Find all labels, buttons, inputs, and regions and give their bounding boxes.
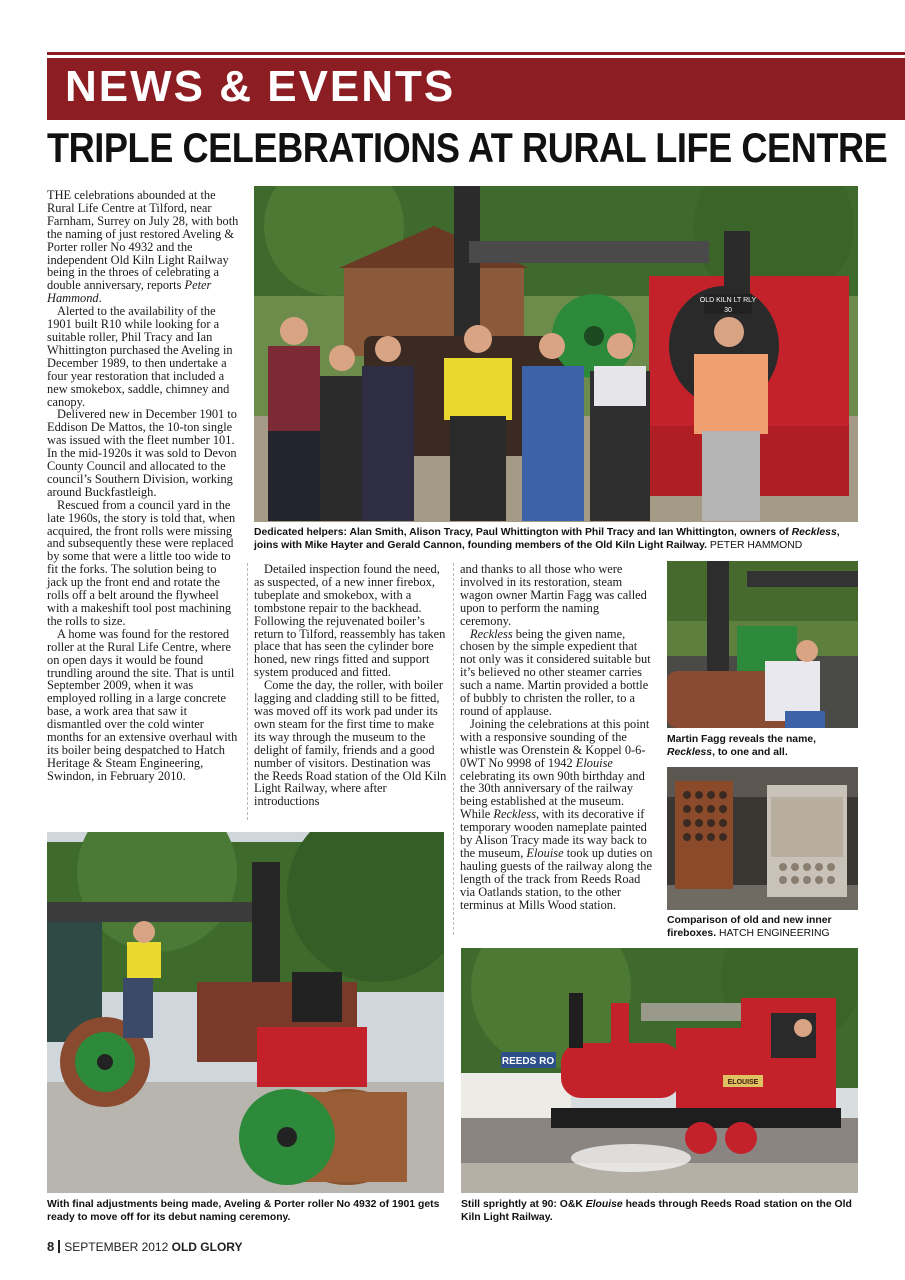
naming-photo — [667, 561, 858, 728]
nameplate-text: OLD KILN LT RLY — [699, 297, 757, 304]
section-title: NEWS & EVENTS — [65, 62, 456, 111]
roller-photo-illustration — [47, 832, 444, 1193]
group-photo-caption: Dedicated helpers: Alan Smith, Alison Tracy, Paul Whittington with Phil Tracy and Ian Whittington, owners of Reckless, joins with Mike Hayter and Gerald Cannon, founding members of the Old Kiln Light Railway. PETER HAMMOND — [254, 527, 840, 551]
roller-photo — [47, 832, 444, 1193]
paragraph-3: Delivered new in December 1901 to Eddison De Mattos, the 10-ton single was issued with the fleet number 101. In the mid-1920s it was sold to Devon County Council and allocated to the council’s Southern Division, working around Buckfastleigh. — [47, 407, 237, 499]
article-column-2 — [254, 563, 447, 808]
paragraph-2: Alerted to the availability of the 1901 built R10 while looking for a suitable roller, Phil Tracy and Ian Whittington purchased the Aveling in December 1989, to then undertake a four year restoration that included a new smokebox, saddle, chimney and canopy. — [47, 304, 233, 409]
banner-top-rule — [47, 52, 905, 55]
paragraph-6: Detailed inspection found the need, as suspected, of a new inner firebox, tubeplate and smokebox, with a tombstone repair to the backhead. Following the rejuvenated boiler’s return to Tilford, reassembly has taken place that has seen the cylinder bore honed, new rings fitted and support system produced and fitted. — [254, 562, 446, 680]
paragraph-7: Come the day, the roller, with boiler lagging and cladding still to be fitted, was moved off its work pad under its own steam for the first time to make its way through the museum to the delight of family, friends and a good number of visitors. Destination was the Reeds Road station of the Old Kiln Light Railway, where after introductions — [254, 678, 447, 809]
magazine-name: OLD GLORY — [171, 1240, 243, 1254]
roller-photo-caption: With final adjustments being made, Aveling & Porter roller No 4932 of 1901 gets ready to move off for its debut naming ceremony. — [47, 1199, 440, 1223]
column-divider — [453, 563, 454, 935]
firebox-photo-illustration — [667, 767, 858, 910]
firebox-photo-caption: Comparison of old and new inner fireboxes. HATCH ENGINEERING — [667, 915, 832, 939]
locomotive-photo-illustration — [461, 948, 858, 1193]
paragraph-5: A home was found for the restored roller at the Rural Life Centre, where on open days it would be found trundling around the site. That is until September 2009, when it was employed rolling in a large concrete base, a work area that saw it dismantled over the cold winter months for an extensive overhaul with its boiler being despatched to Hatch Heritage & Steam Engineering, Swindon, in February 2010. — [47, 626, 238, 783]
author-name: Peter Hammond — [47, 278, 212, 306]
page-footer — [47, 1239, 243, 1254]
paragraph-4: Rescued from a council yard in the late 1960s, the story is told that, when acquired, the front rolls were missing and subsequently these were replaced by some that were a little too wide to fit the forks. The solution being to jack up the front end and rotate the rolls off a belt around the flywheel with a makeshift tool post machining the rolls to size. — [47, 497, 236, 628]
firebox-photo — [667, 767, 858, 910]
page-number: 8 — [47, 1239, 55, 1254]
paragraph-10: Joining the celebrations at this point with a responsive sounding of the whistle was Orenstein & Koppel 0-6-0WT No 9998 of 1942 Elouise celebrating its own 90th birthday and the 30th anniversary of the railway being established at the museum. While Reckless, with its decorative if temporary wooden nameplate painted by Alison Tracy made its way back to the museum, Elouise took up duties on hauling guests of the railway along the length of the track from Reeds Road via Oatlands station, to the other terminus at Mills Wood station. — [460, 716, 653, 912]
loco-plate-text: ELOUISE — [727, 1079, 759, 1086]
photo-credit: PETER HAMMOND — [709, 540, 803, 551]
issue-date: SEPTEMBER 2012 — [64, 1240, 169, 1254]
paragraph-8: and thanks to all those who were involved in its restoration, steam wagon owner Martin Fagg was called upon to perform the naming ceremony. — [460, 562, 647, 628]
section-banner — [47, 58, 905, 120]
article-column-3 — [460, 563, 653, 911]
locomotive-photo — [461, 948, 858, 1193]
naming-photo-caption: Martin Fagg reveals the name, Reckless, to one and all. — [667, 734, 816, 758]
article-headline: TRIPLE CELEBRATIONS AT RURAL LIFE CENTRE — [47, 124, 888, 171]
naming-photo-illustration — [667, 561, 858, 728]
group-photo — [254, 186, 858, 522]
station-sign-text: REEDS RO — [501, 1056, 555, 1067]
article-column-1 — [47, 189, 240, 783]
paragraph-1: THE celebrations abounded at the Rural Life Centre at Tilford, near Farnham, Surrey on July 28, with both the naming of just restored Aveling & Porter roller No 4932 and the independent Old Kiln Light Railway being in the throes of celebrating a double anniversary, reports Peter Hammond. — [47, 188, 239, 306]
footer-divider — [58, 1240, 60, 1253]
number-text: 30 — [724, 307, 732, 314]
column-divider — [247, 563, 248, 820]
group-photo-illustration — [254, 186, 858, 522]
photo-credit: HATCH ENGINEERING — [718, 928, 830, 939]
paragraph-9: Reckless being the given name, chosen by the simple expedient that not only was it considered suitable but it’s believed no other steamer carries such a name. Martin provided a bottle of bubbly to christen the roller, to a round of applause. — [460, 626, 651, 718]
locomotive-photo-caption: Still sprightly at 90: O&K Elouise heads through Reeds Road station on the Old Kiln Light Railway. — [461, 1199, 852, 1223]
